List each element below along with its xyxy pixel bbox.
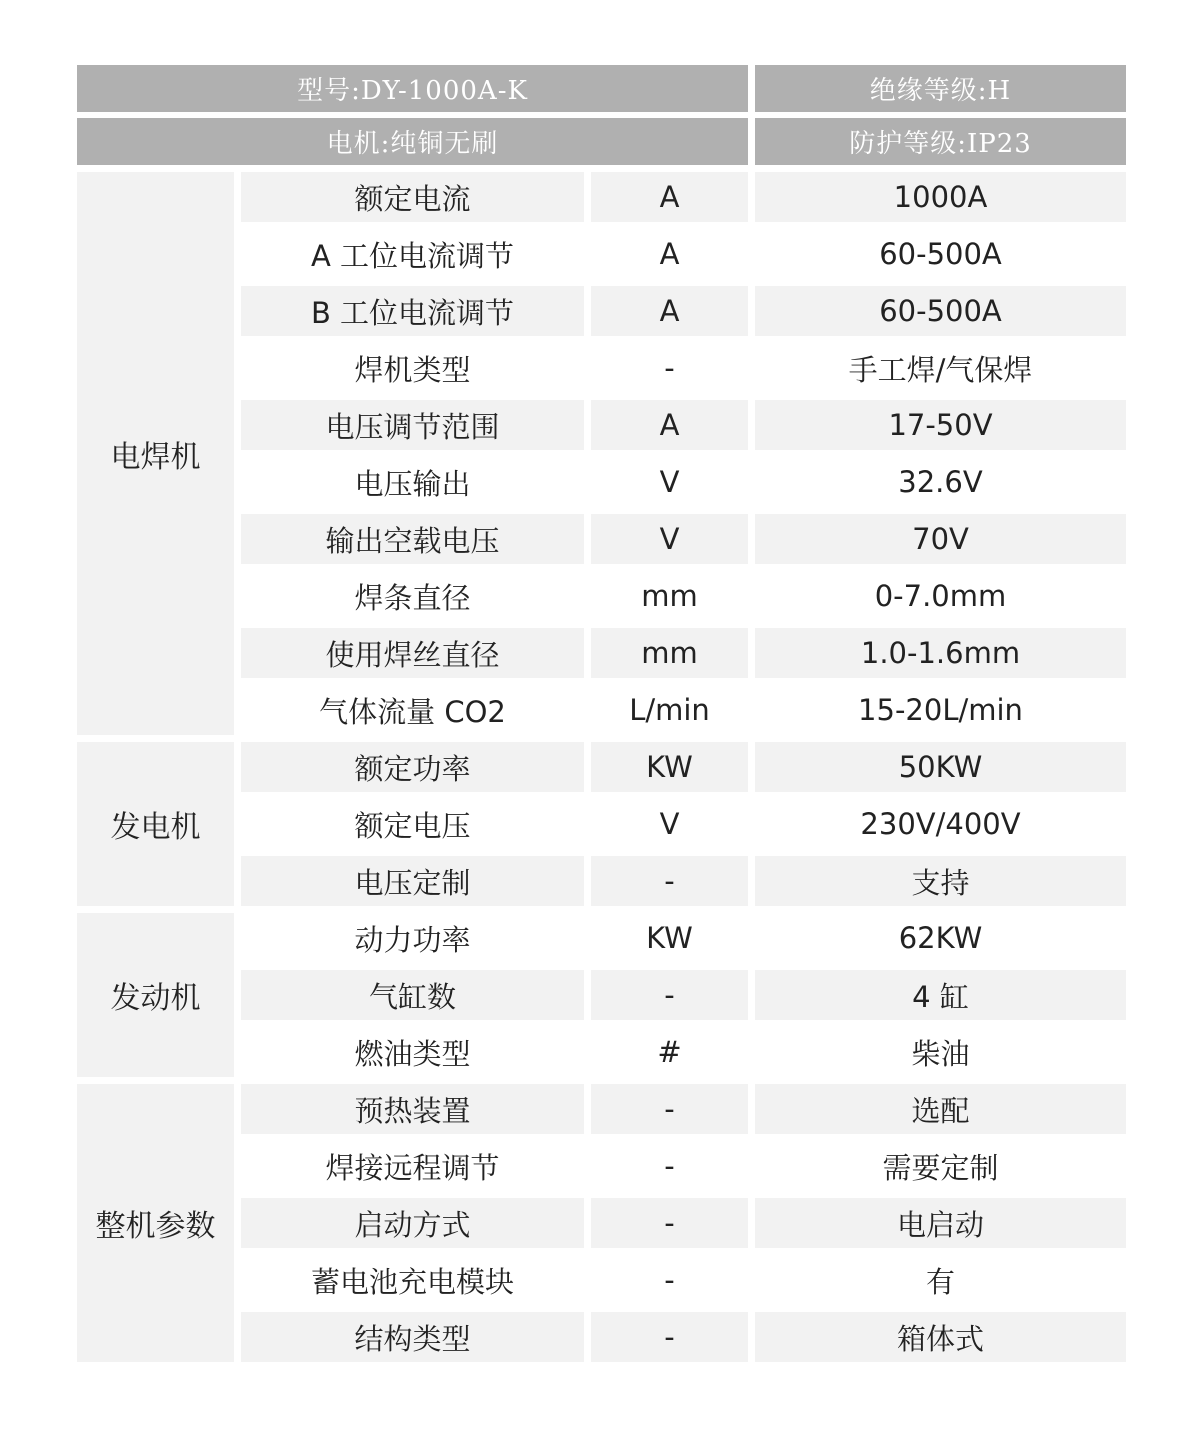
value-cell: 支持 xyxy=(755,856,1126,906)
unit-cell: V xyxy=(659,465,680,499)
value-cell: 有 xyxy=(925,1264,955,1299)
param-cell: 焊机类型 xyxy=(354,352,471,387)
value-cell: 柴油 xyxy=(911,1036,970,1071)
param-cell: 焊条直径 xyxy=(354,580,471,615)
unit-cell: L/min xyxy=(629,693,710,727)
unit-cell: A xyxy=(591,286,748,336)
unit-cell: # xyxy=(657,1035,682,1069)
unit-cell: - xyxy=(591,970,748,1020)
param-cell: 电压调节范围 xyxy=(241,400,584,450)
unit-cell: V xyxy=(591,514,748,564)
unit-cell: mm xyxy=(591,628,748,678)
unit-cell: KW xyxy=(591,742,748,792)
value-cell: 电启动 xyxy=(755,1198,1126,1248)
param-cell: 启动方式 xyxy=(241,1198,584,1248)
value-cell: 60-500A xyxy=(755,286,1126,336)
unit-cell: V xyxy=(659,807,680,841)
value-cell: 62KW xyxy=(898,921,983,955)
param-cell: 结构类型 xyxy=(241,1312,584,1362)
value-cell: 60-500A xyxy=(879,237,1002,271)
param-cell: 额定电流 xyxy=(241,172,584,222)
value-cell: 选配 xyxy=(755,1084,1126,1134)
unit-cell: mm xyxy=(641,579,698,613)
param-cell: 电压定制 xyxy=(241,856,584,906)
value-cell: 50KW xyxy=(755,742,1126,792)
value-cell: 17-50V xyxy=(755,400,1126,450)
value-cell: 15-20L/min xyxy=(858,693,1023,727)
unit-cell: - xyxy=(664,351,675,385)
model-header: 型号:DY-1000A-K xyxy=(77,65,748,112)
param-cell: 额定功率 xyxy=(241,742,584,792)
protection-header: 防护等级:IP23 xyxy=(755,118,1126,165)
param-cell: A 工位电流调节 xyxy=(310,238,515,273)
value-cell: 1000A xyxy=(755,172,1126,222)
param-cell: 气缸数 xyxy=(241,970,584,1020)
value-cell: 0-7.0mm xyxy=(874,579,1007,613)
unit-cell: A xyxy=(659,237,680,271)
unit-cell: - xyxy=(664,1149,675,1183)
param-cell: 动力功率 xyxy=(354,922,471,957)
param-cell: B 工位电流调节 xyxy=(241,286,584,336)
value-cell: 箱体式 xyxy=(755,1312,1126,1362)
param-cell: 电压输出 xyxy=(354,466,471,501)
category-overall: 整机参数 xyxy=(77,1084,234,1362)
value-cell: 手工焊/气保焊 xyxy=(848,352,1033,387)
insulation-header: 绝缘等级:H xyxy=(755,65,1126,112)
unit-cell: - xyxy=(591,1084,748,1134)
param-cell: 预热装置 xyxy=(241,1084,584,1134)
unit-cell: A xyxy=(591,172,748,222)
param-cell: 蓄电池充电模块 xyxy=(310,1264,514,1299)
unit-cell: A xyxy=(591,400,748,450)
value-cell: 230V/400V xyxy=(860,807,1021,841)
param-cell: 额定电压 xyxy=(354,808,471,843)
param-cell: 输出空载电压 xyxy=(241,514,584,564)
category-welder: 电焊机 xyxy=(77,172,234,735)
param-cell: 燃油类型 xyxy=(354,1036,471,1071)
value-cell: 需要定制 xyxy=(882,1150,999,1185)
unit-cell: - xyxy=(664,1263,675,1297)
unit-cell: - xyxy=(591,856,748,906)
unit-cell: - xyxy=(591,1198,748,1248)
param-cell: 使用焊丝直径 xyxy=(241,628,584,678)
value-cell: 4 缸 xyxy=(755,970,1126,1020)
param-cell: 气体流量 CO2 xyxy=(319,694,506,729)
unit-cell: KW xyxy=(646,921,693,955)
value-cell: 32.6V xyxy=(898,465,983,499)
unit-cell: - xyxy=(591,1312,748,1362)
category-engine: 发动机 xyxy=(77,913,234,1077)
value-cell: 1.0-1.6mm xyxy=(755,628,1126,678)
value-cell: 70V xyxy=(755,514,1126,564)
param-cell: 焊接远程调节 xyxy=(325,1150,500,1185)
motor-header: 电机:纯铜无刷 xyxy=(77,118,748,165)
category-generator: 发电机 xyxy=(77,742,234,906)
